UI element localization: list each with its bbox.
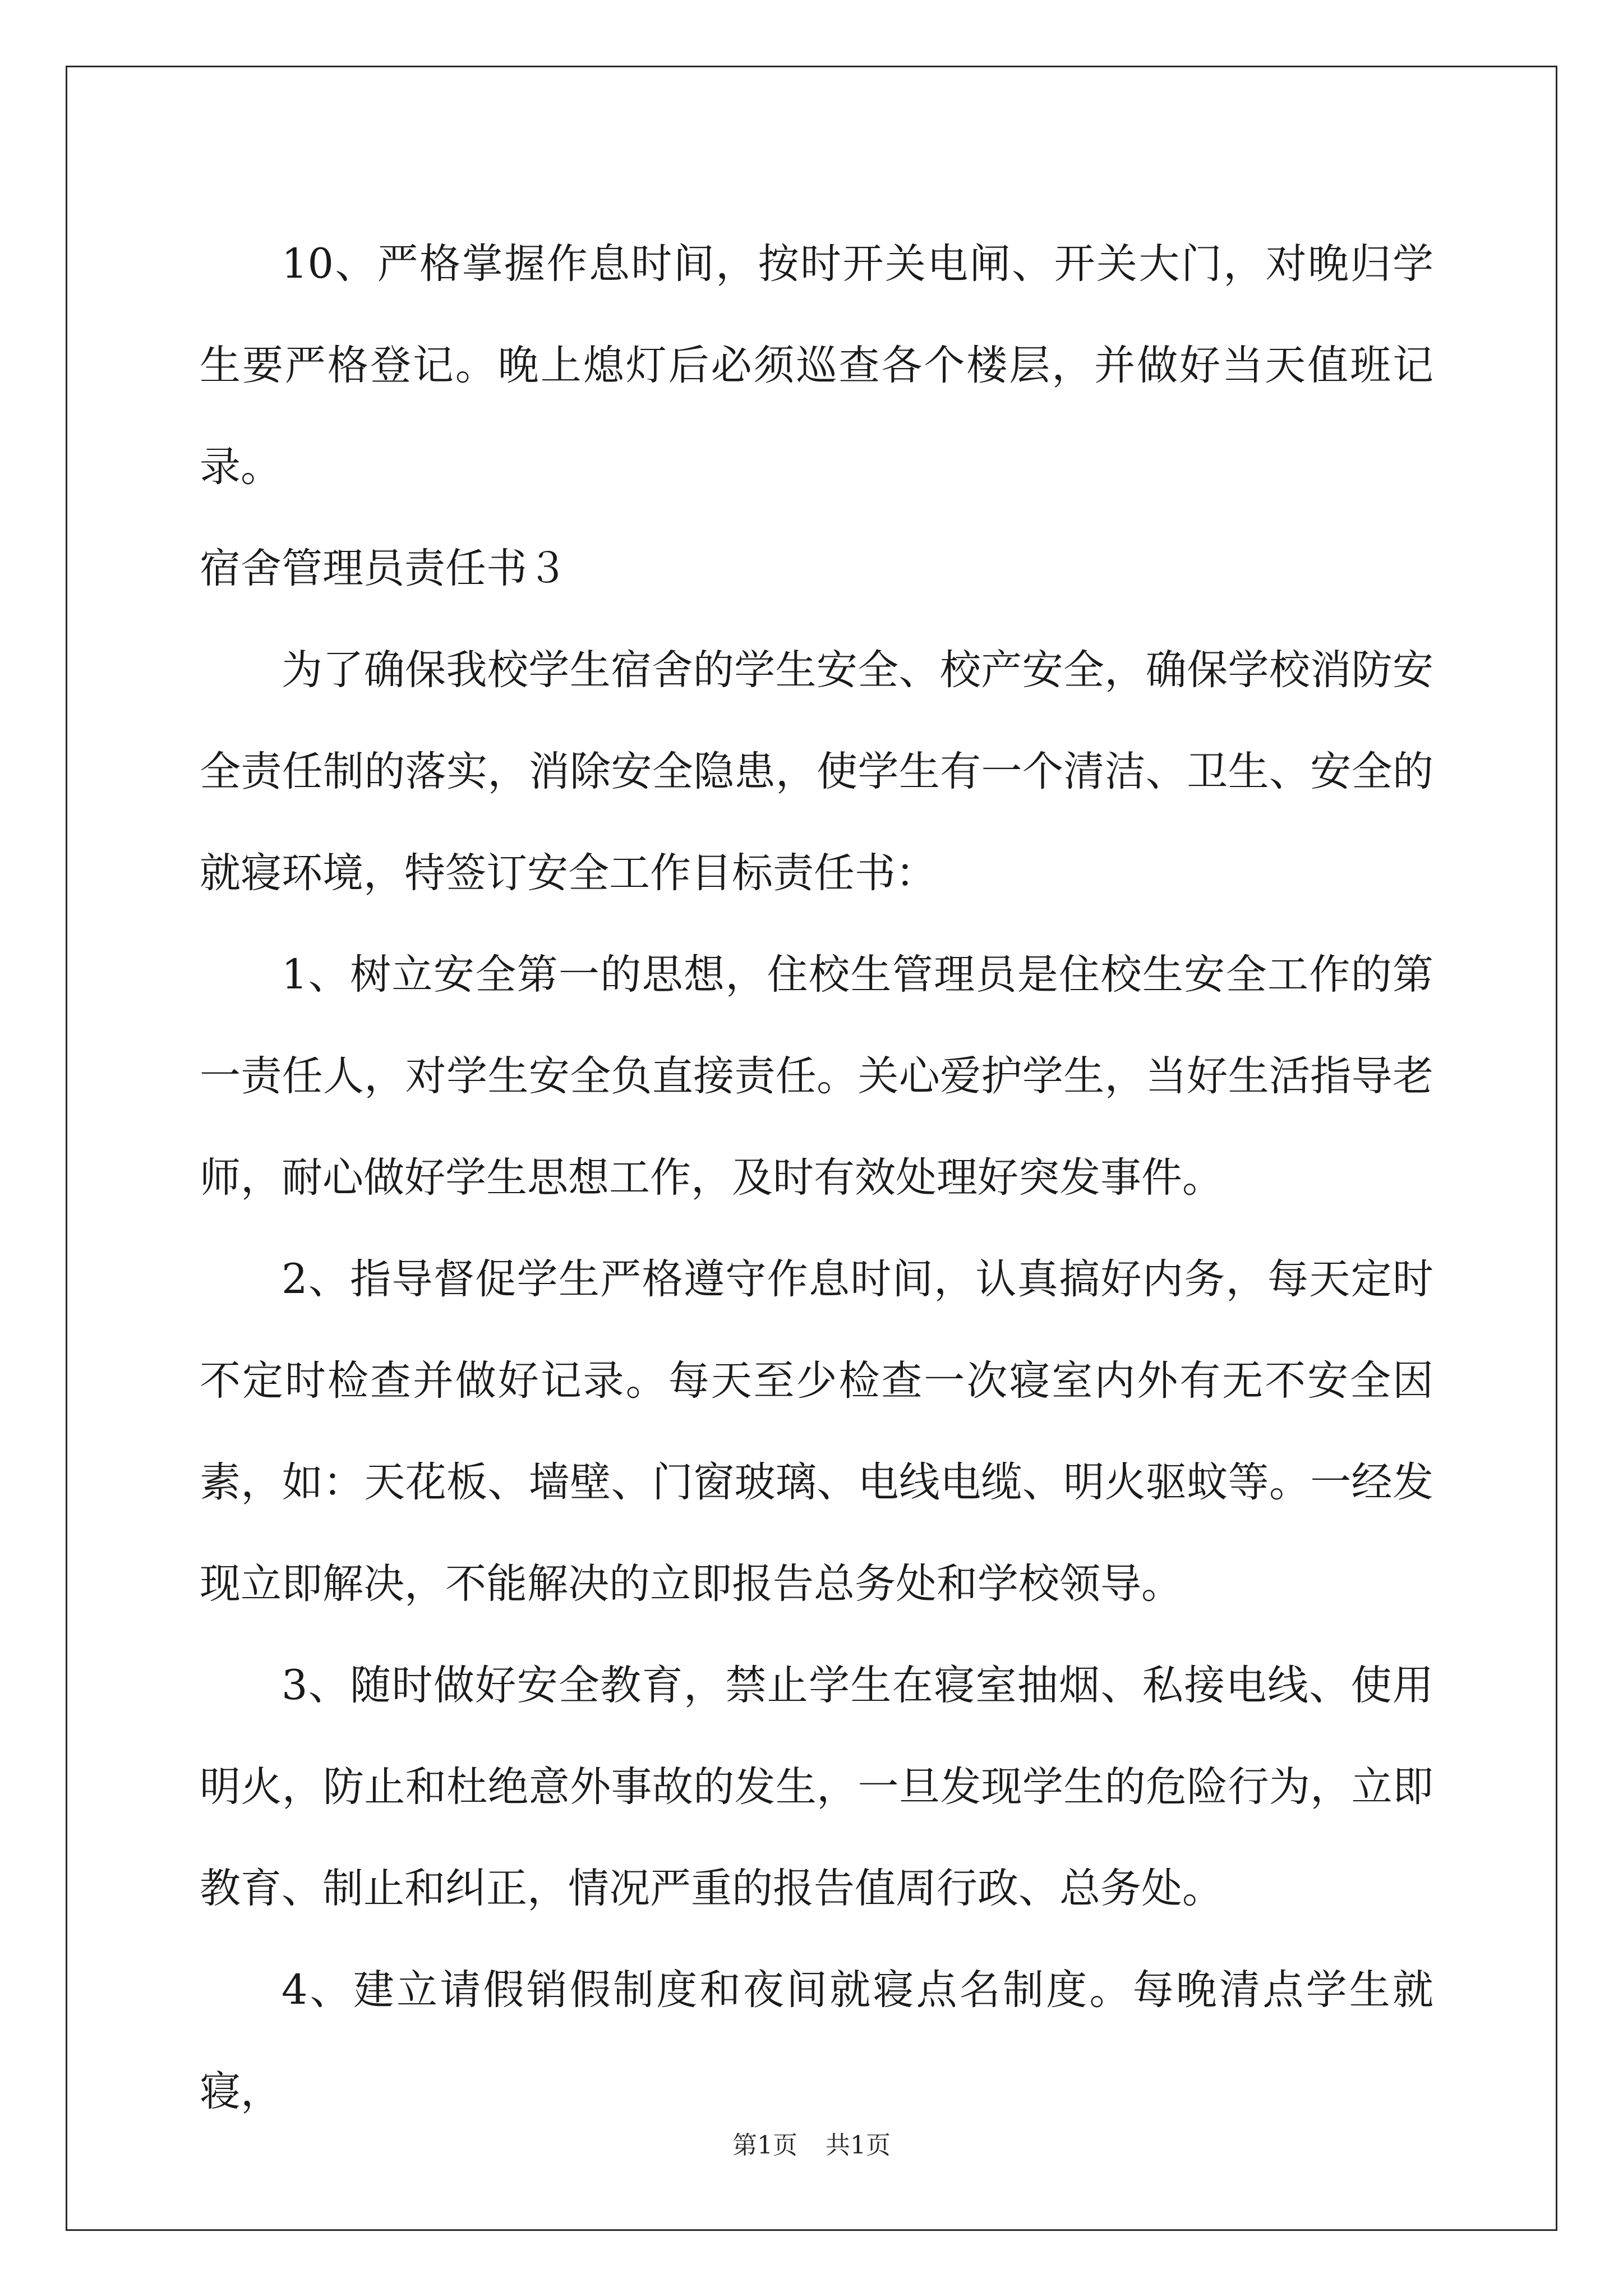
paragraph-item-3: 3、随时做好安全教育，禁止学生在寝室抽烟、私接电线、使用明火，防止和杜绝意外事故的发生，一旦发现学生的危险行为，立即教育、制止和纠正，情况严重的报告值周行政、总务处。 xyxy=(200,1662,1433,1912)
page-total: 共1页 xyxy=(826,2131,891,2160)
paragraph-item-2: 2、指导督促学生严格遵守作息时间，认真搞好内务，每天定时不定时检查并做好记录。每天至少检查一次寝室内外有无不安全因素，如：天花板、墙壁、门窗玻璃、电线电缆、明火驱蚊等。一经发现立即解决，不能解决的立即报告总务处和学校领导。 xyxy=(200,1255,1433,1608)
intro-paragraph: 为了确保我校学生宿舍的学生安全、校产安全，确保学校消防安全责任制的落实，消除安全隐患，使学生有一个清洁、卫生、安全的就寝环境，特签订安全工作目标责任书： xyxy=(200,646,1433,897)
page-number: 第1页 xyxy=(732,2131,797,2160)
paragraph-item-10: 10、严格掌握作息时间，按时开关电闸、开关大门，对晚归学生要严格登记。晚上熄灯后必须巡查各个楼层，并做好当天值班记录。 xyxy=(200,240,1433,491)
page-footer xyxy=(0,2129,1623,2162)
paragraph-item-1: 1、树立安全第一的思想，住校生管理员是住校生安全工作的第一责任人，对学生安全负直接责任。关心爱护学生，当好生活指导老师，耐心做好学生思想工作，及时有效处理好突发事件。 xyxy=(200,951,1433,1202)
section-heading: 宿舍管理员责任书３ xyxy=(200,545,568,592)
paragraph-item-4: 4、建立请假销假制度和夜间就寝点名制度。每晚清点学生就寝， xyxy=(200,1966,1433,2115)
document-body xyxy=(200,213,1433,2142)
